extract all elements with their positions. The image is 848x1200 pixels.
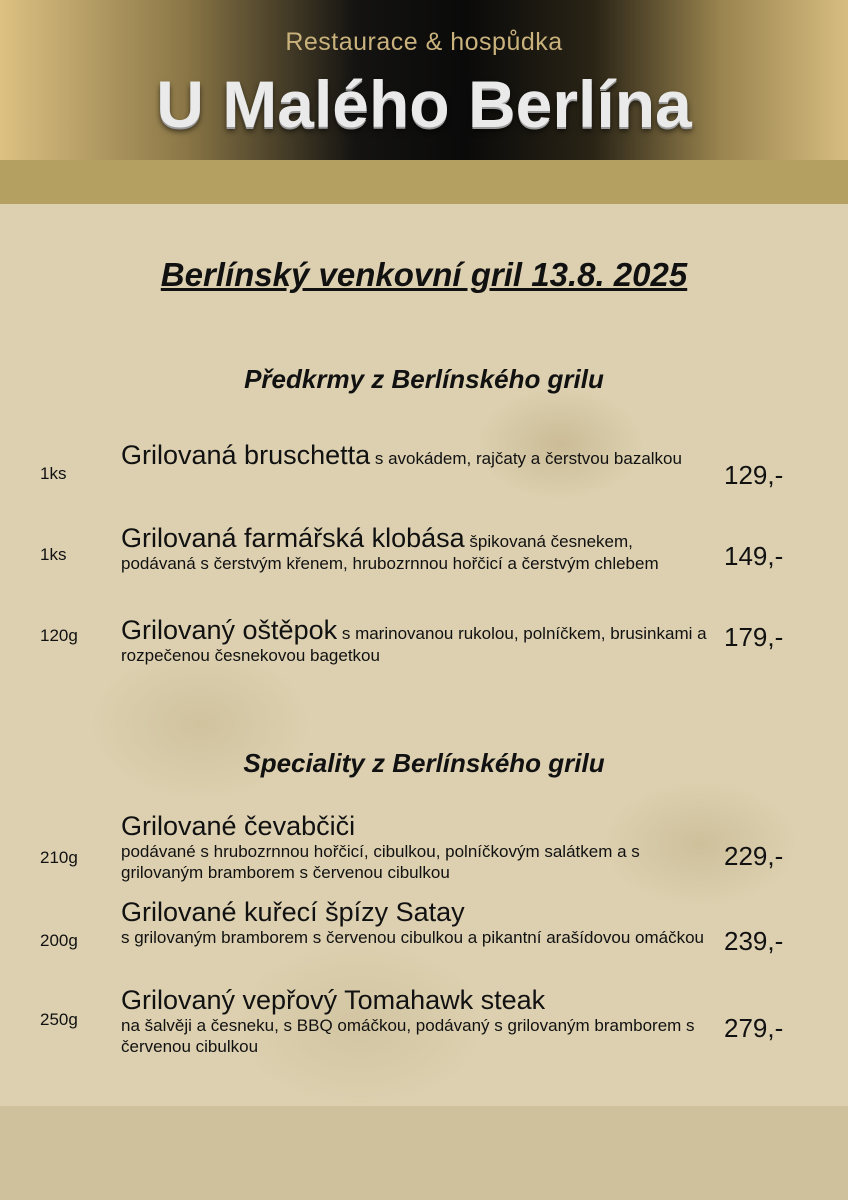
header-divider-band [0,160,848,204]
item-details: podávané s hrubozrnnou hořčicí, cibulkou, polníčkovým salátkem a s grilovaným bramborem s červenou cibulkou [121,842,640,882]
item-price: 149,- [724,541,784,571]
item-description [121,523,711,574]
item-quantity: 210g [40,848,78,867]
item-details: s avokádem, rajčaty a čerstvou bazalkou [374,449,682,468]
item-description [121,615,711,666]
menu-headline: Berlínský venkovní gril 13.8. 2025 [160,256,688,293]
section-title-predkrmy: Předkrmy z Berlínského grilu [244,364,604,394]
item-price: 279,- [724,1013,784,1043]
restaurant-title: U Malého Berlína [156,67,692,141]
item-name: Grilované čevabčiči [121,811,356,841]
item-details: špikovaná česnekem, podávaná s čerstvým křenem, hrubozrnnou hořčicí a čerstvým chlebem [121,532,659,573]
restaurant-subtitle: Restaurace & hospůdka [285,28,563,56]
item-quantity: 250g [40,1010,78,1029]
item-name: Grilovaný vepřový Tomahawk steak [121,985,546,1015]
item-price: 229,- [724,841,784,871]
item-price: 239,- [724,926,784,956]
item-quantity: 1ks [40,464,67,483]
item-description [121,897,711,948]
item-name: Grilované kuřecí špízy Satay [121,897,465,927]
footer-band [0,1106,848,1200]
item-name: Grilovaný oštěpok [121,615,338,645]
item-description [121,811,711,883]
item-details: s grilovaným bramborem s červenou cibulkou a pikantní arašídovou omáčkou [121,928,705,947]
item-name: Grilovaná bruschetta [121,440,371,470]
header-banner [0,0,848,160]
item-price: 129,- [724,460,784,490]
item-name: Grilovaná farmářská klobása [121,523,465,553]
item-quantity: 1ks [40,545,67,564]
item-description [121,440,711,475]
item-description [121,985,711,1057]
item-price: 179,- [724,622,784,652]
item-quantity: 200g [40,931,78,950]
section-title-speciality: Speciality z Berlínského grilu [243,748,605,778]
item-details: s marinovanou rukolou, polníčkem, brusinkami a rozpečenou česnekovou bagetkou [121,624,707,665]
item-quantity: 120g [40,626,78,645]
item-details: na šalvěji a česneku, s BBQ omáčkou, podávaný s grilovaným bramborem s červenou cibulkou [121,1016,695,1056]
